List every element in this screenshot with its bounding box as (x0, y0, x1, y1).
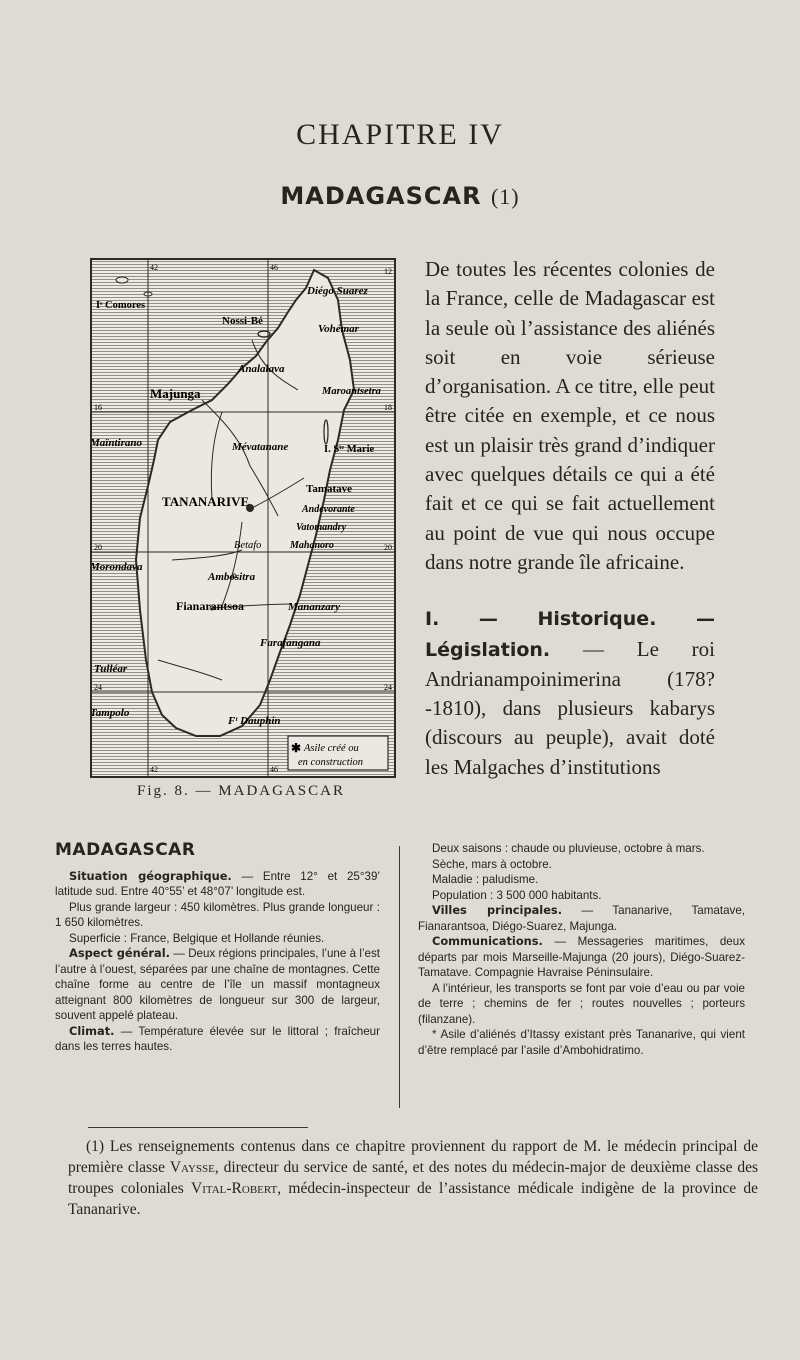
info-villes (418, 903, 745, 934)
footnote (68, 1136, 758, 1220)
footnote-marker: (1) (490, 184, 520, 209)
footnote-text-1: (1) Les renseignements contenus dans ce chapitre proviennent du rapport de M. le médecin principal de première classe (68, 1138, 758, 1176)
label-tullear: Tulléar (94, 663, 128, 675)
footnote-text-2: , directeur du service de santé, et des notes du médecin-major de deuxième classe des troupes coloniales (68, 1159, 758, 1197)
label-analalava: Analalava (238, 363, 285, 375)
label-betafo: Betafo (234, 540, 262, 551)
info-asile: * Asile d’aliénés d’Itassy existant près Tananarive, qui vient d’être remplacé par l’asile d’Ambohidratimo. (418, 1028, 745, 1057)
degree-label: 46 (270, 765, 278, 774)
info-column-left (55, 840, 381, 1055)
info-villes-label: Villes principales. (432, 903, 563, 917)
info-climat-text: — Température élevée sur le littoral ; fraîcheur dans les terres hautes. (55, 1024, 380, 1053)
label-vohemar: Vohémar (318, 323, 359, 335)
label-maroantsetra: Maroantsetra (322, 386, 381, 397)
degree-label: 20 (384, 543, 392, 552)
info-interieur: A l’intérieur, les transports se font par voie d’eau ou par voie de terre ; chemins de fer ; routes nouvelles ; porteurs (filanzane). (418, 981, 745, 1026)
degree-label: 20 (94, 543, 102, 552)
info-maladie: Maladie : paludisme. (432, 873, 539, 886)
info-communications (418, 934, 745, 981)
info-situation-text: — Entre 12° et 25°39’ latitude sud. Entre 40°55’ et 48°07’ longitude est. (55, 869, 380, 898)
label-fort-dauphin: Fᵗ Dauphin (228, 715, 281, 727)
asylum-star-icon: ✱ (291, 741, 302, 755)
label-morondava: Morondava (92, 561, 143, 573)
degree-label: 42 (150, 263, 158, 272)
info-aspect-label: Aspect général. (69, 946, 170, 960)
ste-marie-islet (324, 420, 328, 444)
info-communications-label: Communications. (432, 934, 543, 948)
info-seche: Sèche, mars à octobre. (432, 857, 552, 871)
label-maintirano: Maïntirano (92, 437, 142, 449)
footnote-name-1: Vaysse (169, 1159, 215, 1176)
info-title: MADAGASCAR (55, 840, 196, 860)
info-saisons: Deux saisons : chaude ou pluvieuse, octobre à mars. (432, 842, 705, 855)
comores-islet (116, 277, 128, 283)
chapter-title: CHAPITRE IV (296, 118, 504, 151)
label-fianarantsoa: Fianarantsoa (176, 599, 245, 613)
label-tananarive: TANANARIVE (162, 494, 250, 509)
degree-label: 12 (384, 267, 392, 276)
label-mahanoro: Mahanoro (290, 540, 334, 551)
label-mevatanane: Mévatanane (232, 441, 289, 453)
madagascar-map (90, 258, 396, 778)
info-aspect (55, 946, 380, 1024)
footnote-paragraph (68, 1136, 758, 1220)
info-villes-text: — Tananarive, Tamatave, Fianarantsoa, Diégo-Suarez, Majunga. (418, 904, 745, 933)
subtitle-text: MADAGASCAR (280, 182, 482, 210)
footnote-rule (88, 1127, 308, 1128)
degree-label: 46 (270, 263, 278, 272)
degree-label: 42 (150, 765, 158, 774)
footnote-name-2: Vital-Robert (191, 1180, 278, 1197)
label-ste-marie: I. Sᵗᵉ Marie (324, 444, 375, 455)
label-comores: Iˢ Comores (96, 300, 146, 311)
info-situation-label: Situation géographique. (69, 868, 232, 883)
section-text: — Le roi Andrianampoinimerina (178?-1810), dans plusieurs kabarys (discours au peuple), avait doté les Malgaches d’institutions (425, 636, 716, 779)
legend-line-1: Asile créé ou (304, 743, 359, 754)
label-andevorante: Andevorante (302, 504, 355, 515)
info-climat-label: Climat. (69, 1023, 115, 1038)
column-divider (399, 846, 400, 1108)
section-paragraph (425, 604, 715, 782)
info-column-right (418, 841, 745, 1058)
degree-label: 18 (384, 403, 392, 412)
intro-column (425, 255, 715, 782)
label-majunga: Majunga (150, 386, 201, 401)
info-largeur: Plus grande largeur : 450 kilomètres. Plus grande longueur : 1 650 kilomètres. (55, 900, 380, 929)
map-drawing (92, 260, 394, 776)
degree-label: 24 (94, 683, 102, 692)
figure-caption: Fig. 8. — MADAGASCAR (137, 783, 345, 799)
label-mananzary: Mananzary (288, 601, 340, 613)
label-vatomandry: Vatomandry (296, 522, 347, 533)
intro-paragraph: De toutes les récentes colonies de la France, celle de Madagascar est la seule où l’assistance des aliénés soit en voie sérieuse d’organisation. A ce titre, elle peut être citée en exemple, et ce nous est un plaisir très grand d’indiquer avec quelques détails ce qui a été fait et ce qui se fait actuellement au point de vue qui nous occupe dans notre grande île africaine. (425, 257, 715, 574)
footnote-text-3: , médecin-inspecteur de l’assistance médicale indigène de la province de Tananarive. (68, 1180, 758, 1218)
info-superficie: Superficie : France, Belgique et Hollande réunies. (69, 931, 325, 945)
label-tampolo: Tampolo (92, 707, 130, 719)
label-tamatave: Tamatave (306, 483, 353, 495)
info-population: Population : 3 500 000 habitants. (432, 888, 602, 902)
info-situation (55, 869, 380, 900)
info-aspect-text: — Deux régions principales, l’une à l’est l’autre à l’ouest, séparées par une chaîne de montagnes. Cette chaîne forme au centre de l’île un massif montagneux atteignant 800 kilomètres de longueur sur 300 de largeur, souvent appelé plateau. (55, 947, 381, 1022)
info-communications-text: — Messageries maritimes, deux départs par mois Marseille-Majunga (20 jours), Diégo-Suarez-Tamatave. Compagnie Havraise Péninsulaire. (418, 935, 745, 979)
label-nossi-be: Nossi-Bé (222, 315, 263, 327)
section-heading: I. — Historique. — Législation. (425, 608, 715, 661)
degree-label: 16 (94, 403, 102, 412)
chapter-subtitle (0, 182, 800, 210)
degree-label: 24 (384, 683, 392, 692)
label-diego-suarez: Diégo Suarez (307, 285, 368, 297)
label-ambositra: Ambositra (208, 571, 256, 583)
label-farafangana: Farafangana (260, 637, 321, 649)
info-climat (55, 1024, 380, 1055)
legend-line-2: en construction (298, 757, 364, 768)
